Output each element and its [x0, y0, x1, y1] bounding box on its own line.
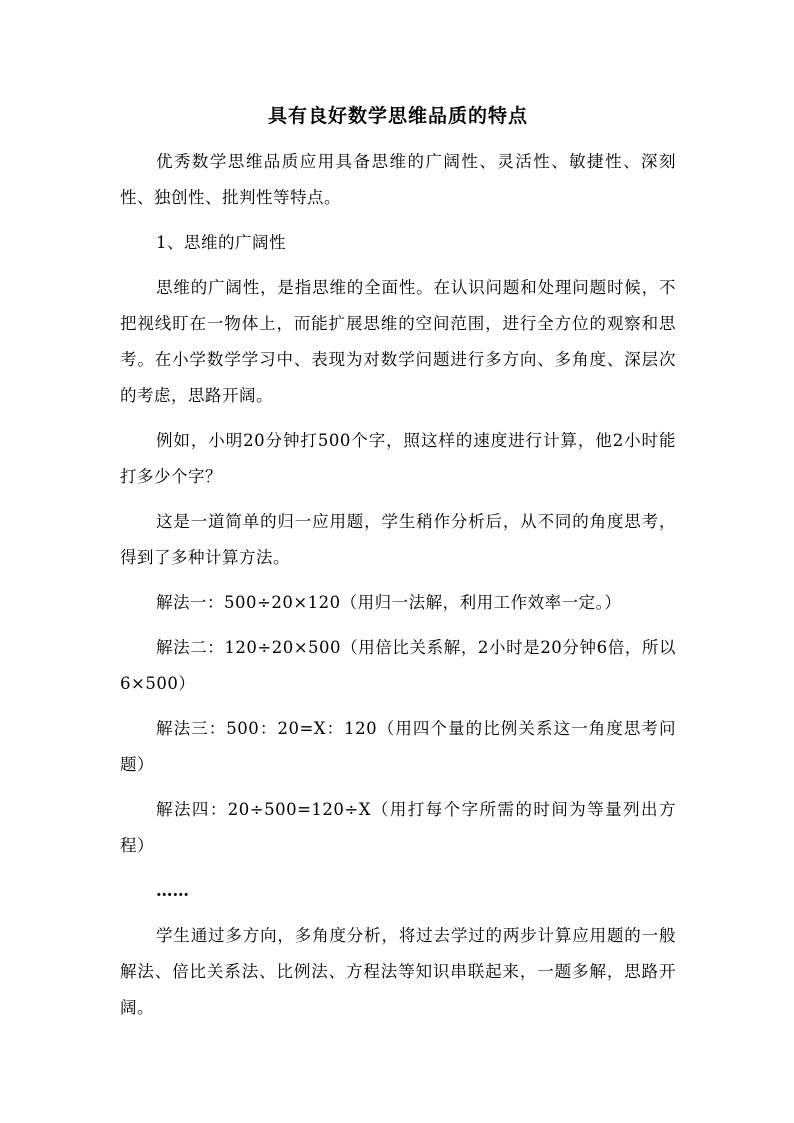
document-page — [120, 96, 676, 1035]
paragraph-definition: 思维的广阔性，是指思维的全面性。在认识问题和处理问题时候，不把视线盯在一物体上，而能扩展思维的空间范围，进行全方位的观察和思考。在小学数学学习中、表现为对数学问题进行多方向、多角度、深层次的考虑，思路开阔。 — [120, 278, 676, 405]
document-title: 具有良好数学思维品质的特点 — [267, 105, 528, 127]
solution-two: 解法二：120÷20×500（用倍比关系解，2小时是20分钟6倍，所以6×500） — [120, 638, 676, 693]
paragraph-analysis: 这是一道简单的归一应用题，学生稍作分析后，从不同的角度思考，得到了多种计算方法。 — [120, 512, 676, 567]
paragraph-conclusion: 学生通过多方向，多角度分析，将过去学过的两步计算应用题的一般解法、倍比关系法、比例法、方程法等知识串联起来，一题多解，思路开阔。 — [120, 926, 676, 1017]
paragraph-intro: 优秀数学思维品质应用具备思维的广阔性、灵活性、敏捷性、深刻性、独创性、批判性等特点。 — [120, 152, 676, 207]
solution-three: 解法三：500：20=X：120（用四个量的比例关系这一角度思考问题） — [120, 719, 676, 774]
solution-one: 解法一：500÷20×120（用归一法解，利用工作效率一定。） — [156, 593, 622, 612]
solution-four: 解法四：20÷500=120÷X（用打每个字所需的时间为等量列出方程） — [120, 800, 676, 855]
paragraph-example: 例如，小明20分钟打500个字，照这样的速度进行计算，他2小时能打多少个字？ — [120, 431, 676, 486]
ellipsis-line: …… — [156, 881, 189, 900]
section-heading: 1、思维的广阔性 — [156, 233, 286, 252]
